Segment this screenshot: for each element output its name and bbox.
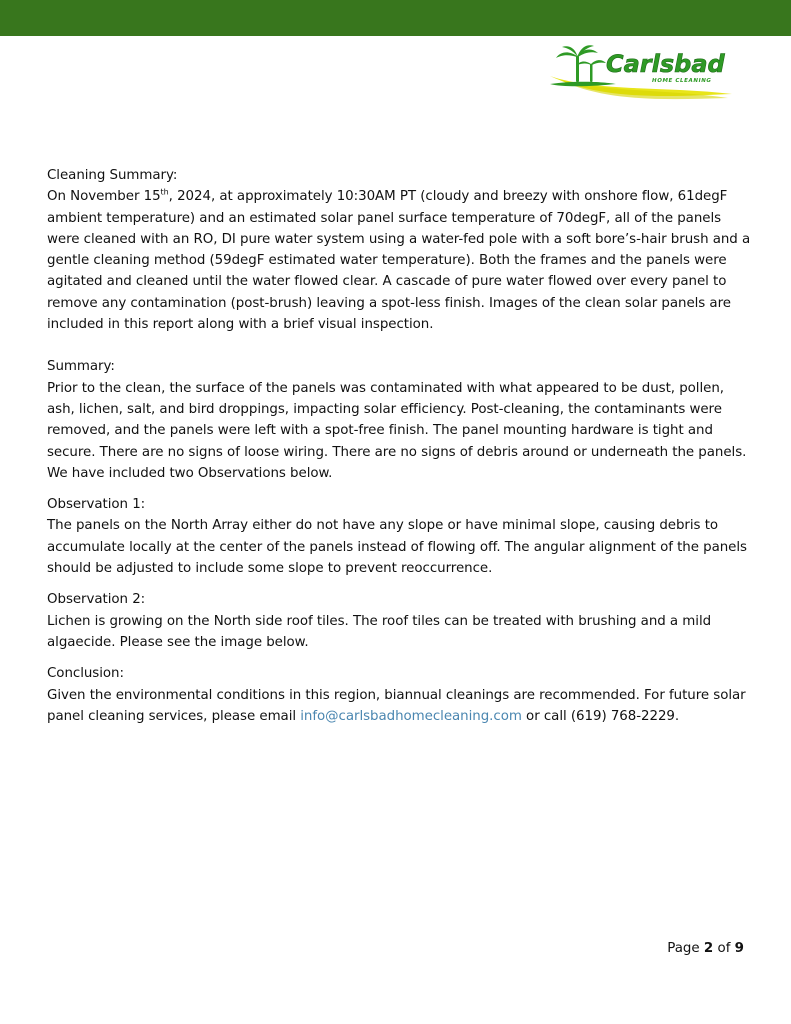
summary-heading: Summary:: [47, 359, 115, 375]
observation-1-heading: Observation 1:: [47, 497, 146, 513]
observation-2-section: [47, 589, 752, 653]
page-number: Page 2 of 9: [667, 941, 744, 956]
logo-name: Carlsbad: [606, 50, 725, 78]
header-bar: [0, 0, 791, 36]
carlsbad-logo: [546, 42, 736, 104]
report-body: [47, 165, 752, 727]
conclusion-section: [47, 663, 752, 727]
observation-2-text: Lichen is growing on the North side roof tiles. The roof tiles can be treated with brushing and a mild algaecide. Please see the image below.: [47, 613, 712, 650]
cleaning-summary-heading: Cleaning Summary:: [47, 168, 178, 183]
summary-text: Prior to the clean, the surface of the panels was contaminated with what appeared to be dust, pollen, ash, lichen, salt, and bird droppings, impacting solar efficiency. Post-cleaning, the contaminants were removed, and the panels were left with a spot-free finish. The panel mounting hardware is tight and secure. There are no signs of loose wiring. There are no signs of debris around or underneath the panels. We have included two Observations below.: [47, 380, 747, 481]
observation-1-text: The panels on the North Array either do not have any slope or have minimal slope, causing debris to accumulate locally at the center of the panels instead of flowing off. The angular alignment of the panels should be adjusted to include some slope to prevent reoccurrence.: [47, 518, 747, 577]
cleaning-summary-text: On November 15th, 2024, at approximately 10:30AM PT (cloudy and breezy with onshore flow, 61degF ambient temperature) and an estimated solar panel surface temperature of 70degF, all of the panels were cleaned with an RO, DI pure water system using a water-fed pole with a soft bore’s-hair brush and a gentle cleaning method (59degF estimated water temperature). Both the frames and the panels were agitated and cleaned until the water flowed clear. A cascade of pure water flowed over every panel to remove any contamination (post-brush) leaving a spot-less finish. Images of the clean solar panels are included in this report along with a brief visual inspection.: [47, 187, 751, 333]
observation-1-section: [47, 494, 752, 579]
summary-section: [47, 356, 752, 484]
logo-tagline: HOME CLEANING: [652, 78, 712, 84]
email-link[interactable]: info@carlsbadhomecleaning.com: [300, 708, 522, 724]
observation-2-heading: Observation 2:: [47, 592, 146, 608]
conclusion-heading: Conclusion:: [47, 666, 124, 682]
conclusion-text: Given the environmental conditions in this region, biannual cleanings are recommended. For future solar panel cleaning services, please email info@carlsbadhomecleaning.com or call (619) 768-2229.: [47, 687, 746, 724]
cleaning-summary-section: [47, 165, 752, 335]
